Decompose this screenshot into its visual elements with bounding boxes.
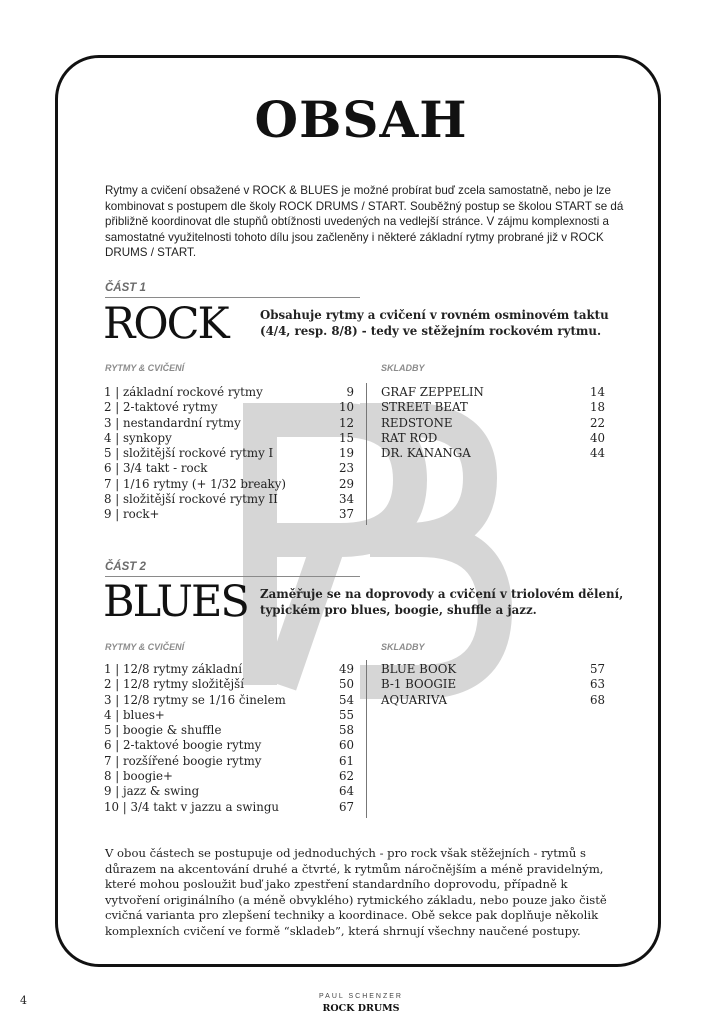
exercise-item-label: 2 | 2-taktové rytmy — [104, 400, 218, 415]
exercise-item-label: 5 | složitější rockové rytmy I — [104, 446, 274, 461]
song-item-page-number: 68 — [589, 692, 605, 707]
exercises-heading-blues: RYTMY & CVIČENÍ — [105, 642, 185, 652]
song-item — [381, 400, 605, 415]
exercise-item-page-number: 61 — [338, 753, 354, 768]
intro-paragraph: Rytmy a cvičení obsažené v ROCK & BLUES je možné probírat buď zcela samostatně, nebo je lze kombinovat s postupem dle školy ROCK DRUMS / START. Souběžný postup se školou START se dá přibližně koordinovat dle stupňů obtížnosti uvedených na vedlejší stránce. V zájmu komplexnosti a samostatné využitelnosti tohoto dílu jsou začleněny i některé základní rytmy probrané již v ROCK DRUMS / START. — [105, 184, 624, 260]
song-item-page-number: 14 — [589, 385, 605, 399]
song-item-label: REDSTONE — [381, 415, 453, 430]
column-divider-rock — [366, 383, 367, 525]
exercise-item-label: 5 | boogie & shuffle — [104, 723, 222, 738]
exercise-item-page-number: 15 — [338, 430, 354, 445]
songs-heading-blues: SKLADBY — [381, 642, 425, 652]
song-item-page-number: 22 — [589, 415, 605, 430]
song-item-label: GRAF ZEPPELIN — [381, 385, 484, 399]
song-item-label: DR. KANANGA — [381, 446, 471, 461]
exercise-item-page-number: 62 — [338, 769, 354, 784]
exercise-item-page-number: 10 — [338, 400, 354, 415]
exercise-item — [104, 400, 354, 415]
exercise-item-label: 6 | 3/4 takt - rock — [104, 461, 208, 476]
exercise-list-blues — [104, 662, 354, 815]
song-list-rock — [381, 385, 605, 461]
song-item-page-number: 57 — [589, 662, 605, 676]
exercise-item-label: 10 | 3/4 takt v jazzu a swingu — [104, 799, 279, 814]
exercise-item — [104, 461, 354, 476]
song-list-blues — [381, 662, 605, 708]
footer-book-title: ROCK DRUMS — [322, 1003, 400, 1014]
exercise-item-page-number: 64 — [338, 784, 354, 799]
exercise-item — [104, 708, 354, 723]
song-item — [381, 431, 605, 446]
exercise-item-label: 3 | nestandardní rytmy — [104, 415, 241, 430]
exercise-item — [104, 800, 354, 815]
song-item-label: RAT ROD — [381, 430, 438, 445]
exercise-item-page-number: 55 — [338, 707, 354, 722]
footer-author: PAUL SCHENZER — [319, 993, 403, 1000]
song-item-label: BLUE BOOK — [381, 662, 457, 676]
exercise-item-page-number: 49 — [338, 662, 354, 676]
exercise-item-label: 8 | složitější rockové rytmy II — [104, 492, 278, 507]
exercise-item — [104, 677, 354, 692]
song-item — [381, 662, 605, 677]
exercise-item — [104, 507, 354, 522]
songs-heading-rock: SKLADBY — [381, 363, 425, 373]
exercise-item — [104, 784, 354, 799]
song-item-label: STREET BEAT — [381, 400, 468, 415]
exercise-item-label: 1 | základní rockové rytmy — [104, 385, 263, 399]
exercise-list-rock — [104, 385, 354, 523]
exercise-item — [104, 431, 354, 446]
section-title-rock: ROCK — [103, 299, 228, 349]
exercise-item-page-number: 9 — [346, 385, 354, 399]
song-item — [381, 693, 605, 708]
song-item-page-number: 44 — [589, 446, 605, 461]
exercise-item — [104, 738, 354, 753]
exercise-item-page-number: 34 — [338, 492, 354, 507]
song-item-label: AQUARIVA — [381, 692, 448, 707]
song-item — [381, 416, 605, 431]
closing-paragraph: V obou částech se postupuje od jednoduchých - pro rock však stěžejních - rytmů s důrazem na akcentování druhé a čtvrté, k rytmům náročnějším a méně pravidelným, které mohou posloužit buď jako zpestření standardního doprovodu, případně k vytvoření originálního (a méně obvyklého) rytmického základu, nebo pouze jako čistě cvičná varianta pro zlepšení techniky a koordinace. Obě sekce pak doplňuje několik komplexních cvičení ve formě “skladeb”, která shrnují všechny naučené postupy. — [105, 846, 607, 938]
exercise-item-page-number: 60 — [338, 738, 354, 753]
part-label-1: ČÁST 1 — [105, 282, 146, 294]
exercise-item-label: 9 | rock+ — [104, 507, 160, 522]
exercise-item-label: 6 | 2-taktové boogie rytmy — [104, 738, 262, 753]
exercises-heading-rock: RYTMY & CVIČENÍ — [105, 363, 185, 373]
part-label-2: ČÁST 2 — [105, 561, 146, 573]
exercise-item-page-number: 19 — [338, 446, 354, 461]
exercise-item-page-number: 29 — [338, 476, 354, 491]
exercise-item-label: 7 | 1/16 rytmy (+ 1/32 breaky) — [104, 476, 286, 491]
song-item-page-number: 63 — [589, 677, 605, 692]
exercise-item-label: 9 | jazz & swing — [104, 784, 200, 799]
song-item-page-number: 18 — [589, 400, 605, 415]
column-divider-blues — [366, 660, 367, 818]
page-number: 4 — [20, 994, 27, 1007]
exercise-item — [104, 693, 354, 708]
exercise-item-page-number: 37 — [338, 507, 354, 522]
exercise-item-label: 3 | 12/8 rytmy se 1/16 činelem — [104, 692, 286, 707]
exercise-item-page-number: 23 — [338, 461, 354, 476]
exercise-item — [104, 385, 354, 400]
exercise-item — [104, 446, 354, 461]
part-divider-1 — [105, 297, 360, 298]
song-item — [381, 385, 605, 400]
exercise-item-label: 4 | synkopy — [104, 430, 172, 445]
section-description-blues: Zaměřuje se na doprovody a cvičení v triolovém dělení, typickém pro blues, boogie, shuffle a jazz. — [260, 587, 624, 617]
exercise-item — [104, 416, 354, 431]
exercise-item-page-number: 58 — [338, 723, 354, 738]
exercise-item-label: 2 | 12/8 rytmy složitější — [104, 677, 244, 692]
section-title-blues: BLUES — [103, 577, 248, 627]
exercise-item — [104, 769, 354, 784]
section-description-rock: Obsahuje rytmy a cvičení v rovném osminovém taktu (4/4, resp. 8/8) - tedy ve stěžejním rockovém rytmu. — [260, 308, 609, 338]
page-title: OBSAH — [254, 90, 468, 149]
exercise-item — [104, 754, 354, 769]
exercise-item — [104, 492, 354, 507]
exercise-item-page-number: 67 — [338, 799, 354, 814]
exercise-item — [104, 662, 354, 677]
exercise-item-label: 8 | boogie+ — [104, 769, 173, 784]
exercise-item-label: 7 | rozšířené boogie rytmy — [104, 753, 262, 768]
exercise-item — [104, 723, 354, 738]
song-item — [381, 677, 605, 692]
exercise-item-page-number: 12 — [338, 415, 354, 430]
song-item-label: B-1 BOOGIE — [381, 677, 457, 692]
exercise-item-label: 1 | 12/8 rytmy základní — [104, 662, 242, 676]
exercise-item-label: 4 | blues+ — [104, 707, 165, 722]
exercise-item-page-number: 54 — [338, 692, 354, 707]
song-item-page-number: 40 — [589, 430, 605, 445]
exercise-item — [104, 477, 354, 492]
song-item — [381, 446, 605, 461]
exercise-item-page-number: 50 — [338, 677, 354, 692]
